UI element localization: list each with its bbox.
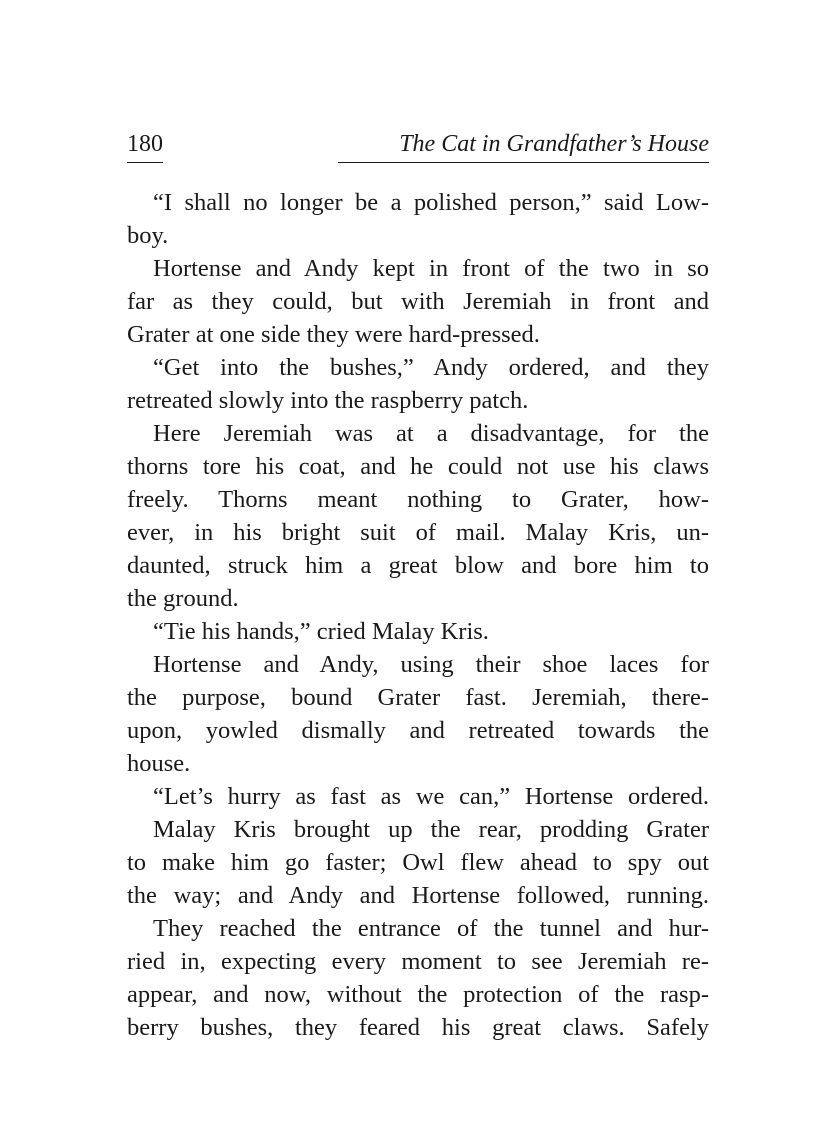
header-rule-left	[127, 162, 163, 163]
text-line: ried in, expecting every moment to see Jeremiah re-	[127, 948, 709, 975]
body-text	[127, 186, 709, 1044]
text-line: “Tie his hands,” cried Malay Kris.	[153, 618, 489, 645]
running-title: The Cat in Grandfather’s House	[399, 131, 709, 157]
text-line: appear, and now, without the protection of the rasp-	[127, 981, 709, 1008]
text-line: boy.	[127, 222, 169, 249]
text-line: Hortense and Andy, using their shoe laces for	[153, 651, 709, 678]
text-line: Malay Kris brought up the rear, prodding Grater	[153, 816, 709, 843]
text-line: the purpose, bound Grater fast. Jeremiah, there-	[127, 684, 709, 711]
text-line: the ground.	[127, 585, 239, 612]
text-line: house.	[127, 750, 191, 777]
page-number: 180	[127, 131, 163, 157]
text-line: Grater at one side they were hard-pressed.	[127, 321, 540, 348]
page-header	[127, 128, 709, 160]
text-line: the way; and Andy and Hortense followed, running.	[127, 882, 709, 909]
text-line: freely. Thorns meant nothing to Grater, how-	[127, 486, 709, 513]
text-line: far as they could, but with Jeremiah in front and	[127, 288, 709, 315]
text-line: berry bushes, they feared his great claws. Safely	[127, 1014, 709, 1041]
text-line: Here Jeremiah was at a disadvantage, for the	[153, 420, 709, 447]
text-line: to make him go faster; Owl flew ahead to spy out	[127, 849, 709, 876]
text-line: “I shall no longer be a polished person,” said Low-	[153, 189, 709, 216]
header-rule-right	[338, 162, 709, 163]
text-line: “Get into the bushes,” Andy ordered, and they	[153, 354, 709, 381]
text-line: upon, yowled dismally and retreated towards the	[127, 717, 709, 744]
text-line: ever, in his bright suit of mail. Malay Kris, un-	[127, 519, 709, 546]
text-line: They reached the entrance of the tunnel and hur-	[153, 915, 709, 942]
text-line: Hortense and Andy kept in front of the two in so	[153, 255, 709, 282]
text-line: retreated slowly into the raspberry patch.	[127, 387, 529, 414]
text-line: “Let’s hurry as fast as we can,” Hortense ordered.	[153, 783, 709, 810]
text-line: thorns tore his coat, and he could not use his claws	[127, 453, 709, 480]
text-line: daunted, struck him a great blow and bore him to	[127, 552, 709, 579]
